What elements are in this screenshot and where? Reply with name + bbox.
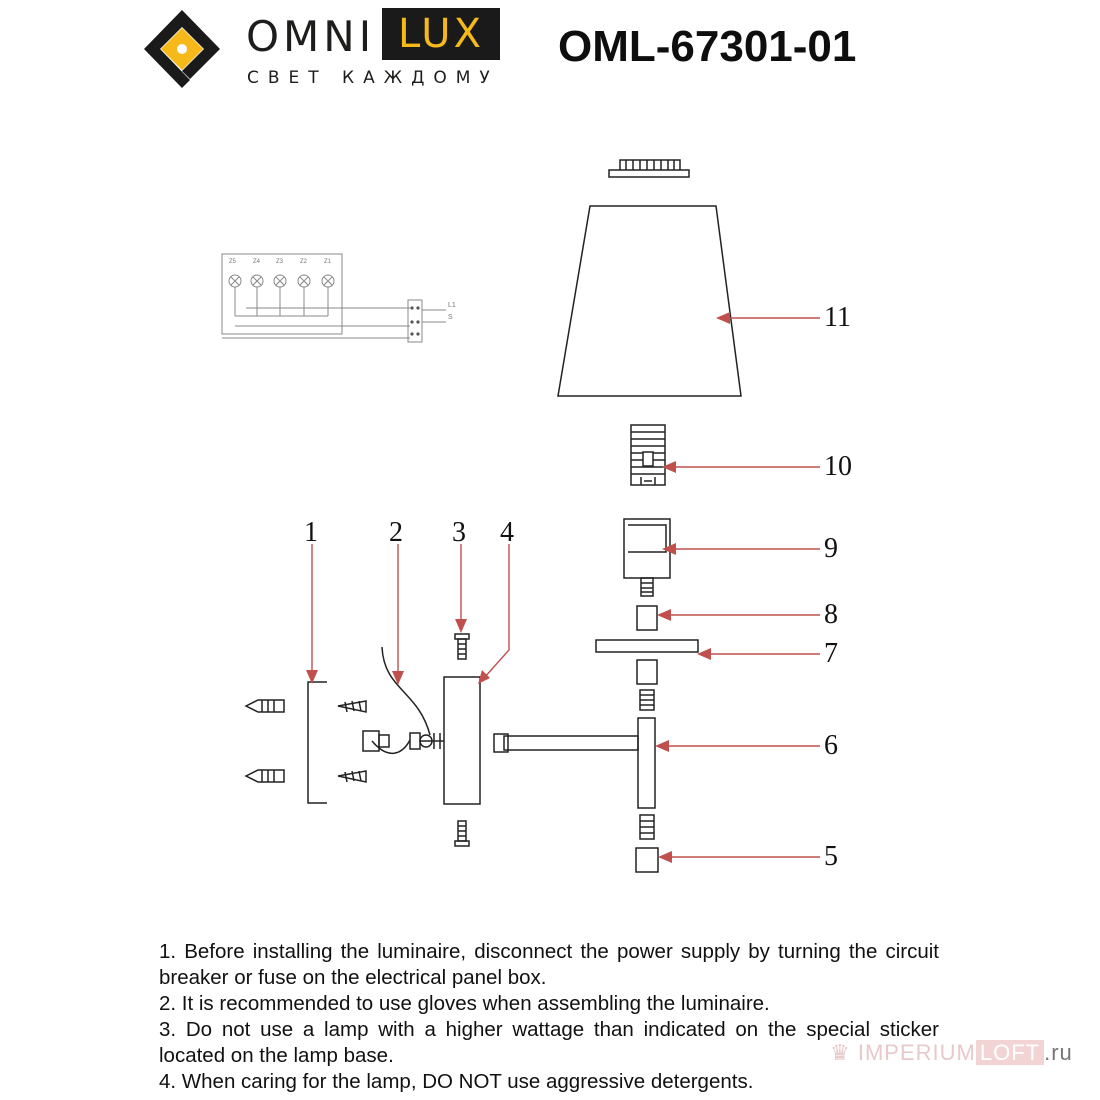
part-number-5: 5 [824,841,838,872]
terminal-label: Z2 [300,259,308,265]
terminal-label: Z1 [324,259,332,265]
screw-lower [455,821,469,846]
end-cap [636,848,658,872]
screw-upper [455,634,469,659]
watermark-domain: .ru [1044,1040,1073,1065]
brand-lux-text: LUX [382,8,500,60]
nut [637,606,657,630]
back-plate [444,677,480,804]
watermark [830,1040,1073,1066]
terminal-label: Z3 [276,259,284,265]
lamp-shade [558,206,741,396]
model-number: OML-67301-01 [558,22,857,71]
brand-omni-text: OMNI [246,12,376,61]
watermark-loft: LOFT [976,1040,1044,1065]
part-number-4: 4 [500,517,514,548]
safety-instructions [159,939,939,1095]
terminal-label: Z5 [229,259,237,265]
part-number-8: 8 [824,599,838,630]
brand-tagline: СВЕТ КАЖДОМУ [247,68,499,88]
line-label: S [448,314,453,321]
line-label: L1 [448,302,456,309]
instruction-item: 2. It is recommended to use gloves when assembling the luminaire. [159,992,770,1015]
watermark-crown-icon: ♛ [830,1040,858,1065]
wood-screw-upper [338,701,366,712]
finial-cap [609,160,689,177]
leader-lines [312,318,820,857]
tube-upper [637,660,657,684]
part-number-9: 9 [824,533,838,564]
leader-arrowheads [306,312,730,863]
disc-plate [596,640,698,652]
wall-plug-lower [246,770,284,782]
part-number-10: 10 [824,451,852,482]
arm [494,718,655,808]
mounting-bracket [308,682,327,803]
terminal-label: Z4 [253,259,261,265]
instruction-item: 4. When caring for the lamp, DO NOT use aggressive detergents. [159,1070,754,1093]
lamp-socket [624,519,670,596]
wood-screw-lower [338,771,366,782]
part-number-6: 6 [824,730,838,761]
holder-sleeve [631,425,665,485]
part-number-3: 3 [452,517,466,548]
part-number-2: 2 [389,517,403,548]
wall-plug-upper [246,700,284,712]
instruction-item: 1. Before installing the luminaire, disconnect the power supply by turning the circuit breaker or fuse on the electrical panel box. [159,940,939,989]
part-number-7: 7 [824,638,838,669]
instruction-item: 3. Do not use a lamp with a higher wattage than indicated on the special sticker located on the lamp base. [159,1018,939,1067]
part-number-11: 11 [824,302,851,333]
watermark-imperium: IMPERIUM [857,1040,976,1065]
part-number-1: 1 [304,517,318,548]
